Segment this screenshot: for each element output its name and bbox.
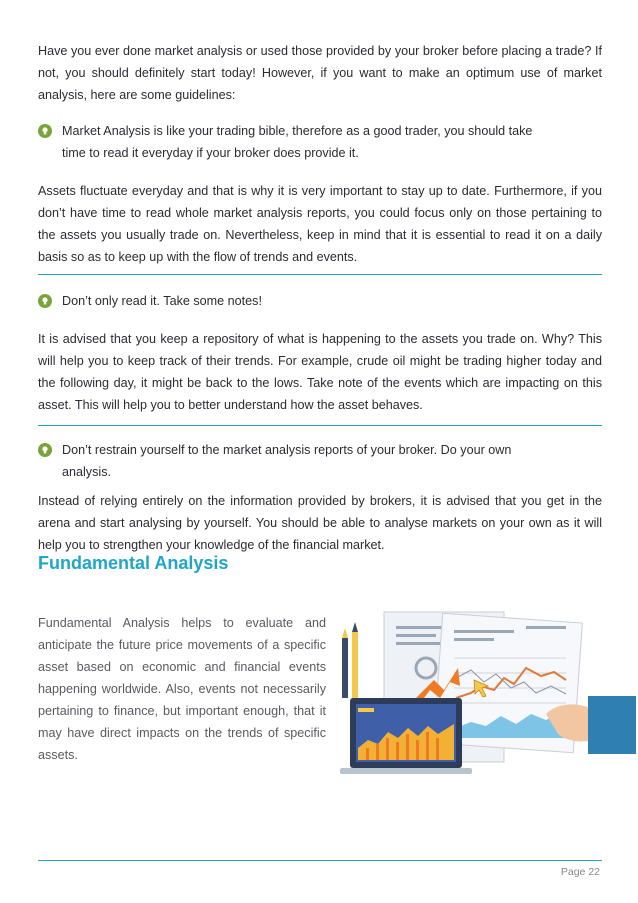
bullet-read-daily [38, 120, 538, 164]
repository-paragraph: It is advised that you keep a repository of what is happening to the assets you trade on. Why? This will help you to keep track of their trends. For example, crude oil might be trading higher today and the following day, it might be back to the lows. Take note of the events which are impacting on this asset. This will help you to better understand how the asset behaves. [38, 332, 602, 412]
bullet-own-analysis [38, 439, 538, 483]
bullet-text: Market Analysis is like your trading bible, therefore as a good trader, you should take time to read it everyday if your broker does provide it. [62, 124, 533, 160]
section-divider [38, 274, 602, 275]
bullet-text: Don’t restrain yourself to the market analysis reports of your broker. Do your own analysis. [62, 443, 512, 479]
bullet-take-notes [38, 290, 538, 312]
section-divider [38, 425, 602, 426]
footer-divider [38, 860, 602, 861]
lightbulb-icon [38, 443, 52, 457]
section-heading: Fundamental Analysis [38, 553, 229, 573]
fundamental-analysis-paragraph: Fundamental Analysis helps to evaluate and anticipate the future price movements of a specific asset based on economic and financial events happening worldwide. Also, events not necessarily pertaining to finance, but important enough, that it may have direct impacts on the trends of specific assets. [38, 616, 326, 762]
own-analysis-paragraph: Instead of relying entirely on the information provided by brokers, it is advised that you get in the arena and start analysing by yourself. You should be able to analyse markets on your own as it will help you to strengthen your knowledge of the financial market. [38, 494, 602, 552]
lightbulb-icon [38, 124, 52, 138]
intro-paragraph: Have you ever done market analysis or used those provided by your broker before placing a trade? If not, you should definitely start today! However, if you want to make an optimum use of market analysis, here are some guidelines: [38, 44, 602, 102]
market-analysis-illustration [336, 598, 636, 782]
bullet-text: Don’t only read it. Take some notes! [62, 294, 262, 308]
assets-paragraph: Assets fluctuate everyday and that is why it is very important to stay up to date. Furthermore, if you don’t have time to read whole market analysis reports, you could focus only on those pertaining to the assets you usually trade on. Nevertheless, keep in mind that it is essential to read it on a daily basis so as to keep up with the flow of trends and events. [38, 184, 602, 264]
page-number: Page 22 [560, 866, 600, 878]
lightbulb-icon [38, 294, 52, 308]
